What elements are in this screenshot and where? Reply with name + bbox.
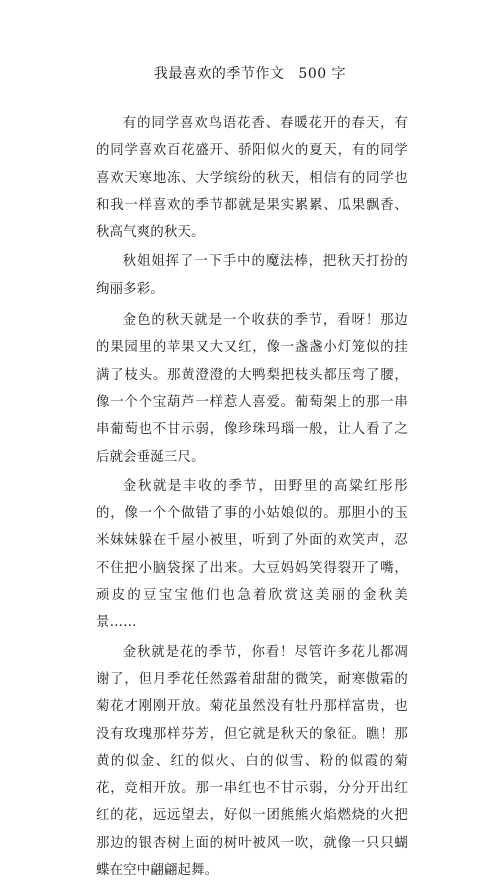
essay-body — [96, 110, 408, 886]
paragraph-autumn-sister: 秋姐姐挥了一下手中的魔法棒，把秋天打扮的绚丽多彩。 — [96, 254, 408, 297]
paragraph-harvest-fruit: 金色的秋天就是一个收获的季节，看呀！那边的果园里的苹果又大又红，像一盏盏小灯笼似的挂满了枝头。那黄澄澄的大鸭梨把枝头都压弯了腰，像一个个宝葫芦一样惹人喜爱。葡萄架上的那一串串葡萄也不甘示弱，像珍珠玛瑙一般，让人看了之后就会垂涎三尺。 — [96, 313, 408, 465]
paragraph-flowers: 金秋就是花的季节，你看！尽管许多花儿都凋谢了，但月季花任然露着甜甜的微笑，耐寒傲霜的菊花才刚刚开放。菊花虽然没有牡丹那样富贵，也没有玫瑰那样芬芳，但它就是秋天的象征。瞧！那黄的似金、红的似火、白的似雪、粉的似霞的菊花，竞相开放。那一串红也不甘示弱，分分开出红红的花，远远望去，好似一团熊熊火焰燃烧的火把那边的银杏树上面的树叶被风一吹，就像一只只蝴蝶在空中翩翩起舞。 — [96, 644, 408, 879]
paragraph-intro: 有的同学喜欢鸟语花香、春暖花开的春天，有的同学喜欢百花盛开、骄阳似火的夏天，有的同学喜欢天寒地冻、大学缤纷的秋天，相信有的同学也和我一样喜欢的季节都就是果实累累、瓜果飘香、秋高气爽的秋天。 — [96, 116, 408, 241]
paragraph-harvest-fields: 金秋就是丰收的季节，田野里的高粱红彤彤的，像一个个做错了事的小姑娘似的。那胆小的玉米妹妹躲在千屋小被里，听到了外面的欢笑声，忍不住把小脑袋探了出来。大豆妈妈笑得裂开了嘴，顽皮的豆宝宝他们也急着欣赏这美丽的金秋美景…… — [96, 478, 408, 631]
document-title: 我最喜欢的季节作文 — [153, 66, 285, 82]
document-title-line — [0, 63, 500, 83]
word-count: 500 字 — [298, 66, 347, 82]
